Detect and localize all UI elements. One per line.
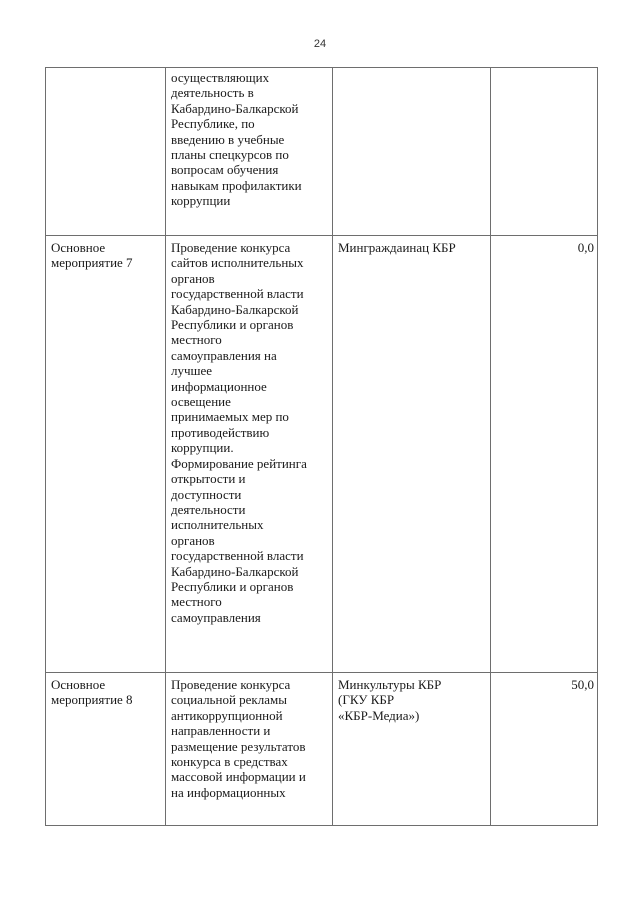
activity-description: Проведение конкурса сайтов исполнительных органов государственной власти Кабардино-Балкарской Республики и органов местного самоуправления на лучшее информационное освещение принимаемых мер по противодействию коррупции. Формирование рейтинга открытости и доступности деятельности исполнительных органов государственной власти Кабардино-Балкарской Республики и органов местного самоуправления [171, 240, 307, 625]
activity-executor: Минкультуры КБР (ГКУ КБР «КБР-Медиа») [338, 677, 442, 723]
activity-executor: Минграждаинац КБР [338, 240, 456, 255]
activity-label: Основное мероприятие 8 [51, 677, 133, 708]
table-row [46, 68, 598, 236]
activity-description-cell [166, 673, 333, 826]
table-row [46, 673, 598, 826]
activity-amount: 50,0 [571, 677, 594, 692]
activity-label-cell [46, 673, 166, 826]
activity-executor-cell [333, 673, 491, 826]
activity-amount: 0,0 [577, 240, 594, 255]
activity-amount-cell [491, 68, 598, 236]
activity-description-cell [166, 68, 333, 236]
activity-description-cell [166, 236, 333, 673]
activity-description: осуществляющих деятельность в Кабардино-Балкарской Республике, по введению в учебные планы спецкурсов по вопросам обучения навыкам профилактики коррупции [171, 70, 302, 209]
activity-label-cell [46, 236, 166, 673]
activity-description: Проведение конкурса социальной рекламы антикоррупционной направленности и размещение результатов конкурса в средствах массовой информации и на информационных [171, 677, 306, 800]
activity-executor-cell [333, 68, 491, 236]
table-row [46, 236, 598, 673]
program-activities-table [45, 67, 598, 826]
activity-executor-cell [333, 236, 491, 673]
activity-amount-cell [491, 673, 598, 826]
activity-label-cell [46, 68, 166, 236]
activity-label: Основное мероприятие 7 [51, 240, 133, 271]
page-number: 24 [313, 38, 327, 50]
activity-amount-cell [491, 236, 598, 673]
